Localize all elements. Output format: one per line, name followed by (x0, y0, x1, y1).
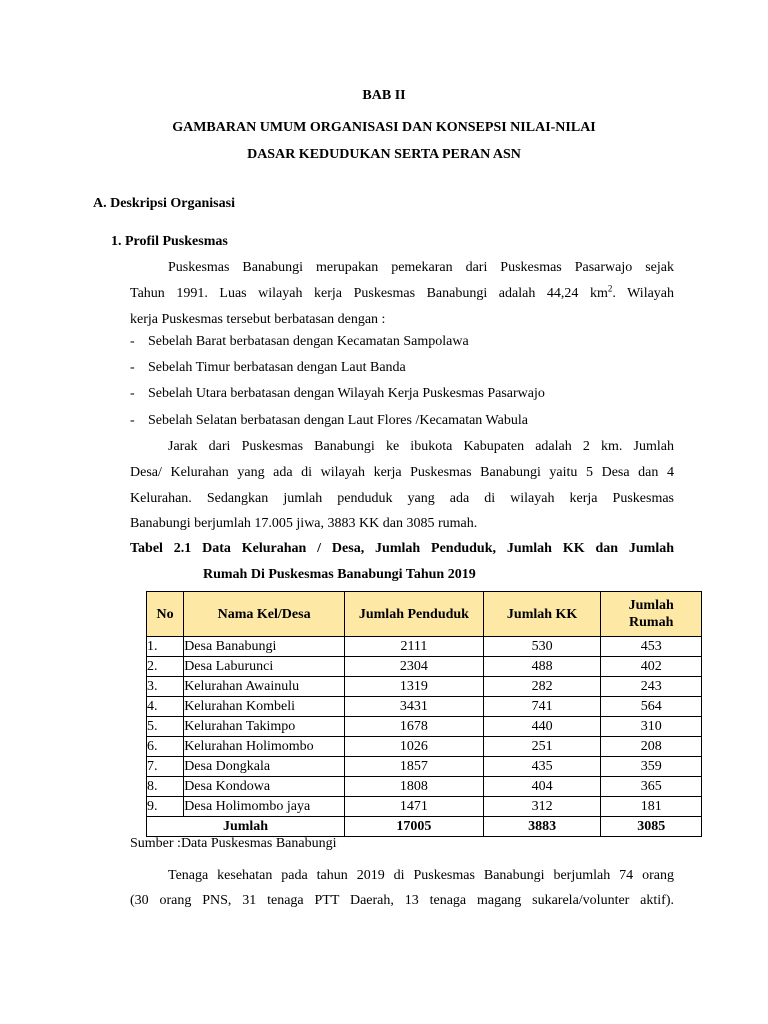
table-cell: Kelurahan Kombeli (184, 697, 345, 717)
paragraph-1-line-2: Tahun 1991. Luas wilayah kerja Puskesmas Banabungi adalah 44,24 $km^2$. Wilayah (130, 283, 675, 301)
table-cell: 5. (147, 717, 184, 737)
table-cell: 312 (483, 797, 601, 817)
header-houses: Jumlah Rumah (601, 592, 702, 637)
table-cell: 1471 (345, 797, 484, 817)
paragraph-2-line-2: Desa/ Kelurahan yang ada di wilayah kerja Puskesmas Banabungi yaitu 5 Desa dan 4 (130, 465, 674, 480)
table-cell: 6. (147, 737, 184, 757)
table-cell: 1. (147, 637, 184, 657)
table-cell: 4. (147, 697, 184, 717)
table-cell: 359 (601, 757, 702, 777)
bullet-marker: - (130, 334, 135, 349)
list-item: Sebelah Utara berbatasan dengan Wilayah Kerja Puskesmas Pasarwajo (148, 386, 545, 401)
table-cell: 2111 (345, 637, 484, 657)
table-cell: 7. (147, 757, 184, 777)
table-cell: 3. (147, 677, 184, 697)
chapter-title-line1: GAMBARAN UMUM ORGANISASI DAN KONSEPSI NILAI-NILAI (172, 120, 596, 135)
table-cell: 402 (601, 657, 702, 677)
table-cell: Kelurahan Awainulu (184, 677, 345, 697)
bullet-marker: - (130, 413, 135, 428)
chapter-heading: BAB II (362, 88, 406, 103)
table-cell: 453 (601, 637, 702, 657)
total-kk: 3883 (483, 817, 601, 837)
table-cell: Desa Holimombo jaya (184, 797, 345, 817)
table-cell: 243 (601, 677, 702, 697)
table-cell: 3431 (345, 697, 484, 717)
table-source: Sumber :Data Puskesmas Banabungi (130, 836, 337, 851)
paragraph-3-line-1: Tenaga kesehatan pada tahun 2019 di Puskesmas Banabungi berjumlah 74 orang (168, 868, 674, 883)
table-cell: 435 (483, 757, 601, 777)
table-cell: 365 (601, 777, 702, 797)
paragraph-1-line-1: Puskesmas Banabungi merupakan pemekaran dari Puskesmas Pasarwajo sejak (168, 260, 674, 275)
table-cell: 530 (483, 637, 601, 657)
table-caption-line1: Tabel 2.1 Data Kelurahan / Desa, Jumlah Penduduk, Jumlah KK dan Jumlah (130, 541, 674, 556)
table-row (147, 737, 702, 757)
list-item: Sebelah Barat berbatasan dengan Kecamatan Sampolawa (148, 334, 469, 349)
header-population: Jumlah Penduduk (345, 592, 484, 637)
table-row (147, 777, 702, 797)
table-caption-line2: Rumah Di Puskesmas Banabungi Tahun 2019 (203, 567, 476, 582)
table-cell: 208 (601, 737, 702, 757)
table-row (147, 717, 702, 737)
table-cell: 1319 (345, 677, 484, 697)
header-name: Nama Kel/Desa (184, 592, 345, 637)
population-table (146, 591, 702, 837)
table-cell: 1857 (345, 757, 484, 777)
header-kk: Jumlah KK (483, 592, 601, 637)
total-houses: 3085 (601, 817, 702, 837)
table-cell: 564 (601, 697, 702, 717)
bullet-marker: - (130, 360, 135, 375)
chapter-title-line2: DASAR KEDUDUKAN SERTA PERAN ASN (247, 147, 521, 162)
paragraph-2-line-4: Banabungi berjumlah 17.005 jiwa, 3883 KK dan 3085 rumah. (130, 516, 478, 531)
table-row (147, 797, 702, 817)
bullet-marker: - (130, 386, 135, 401)
table-cell: Kelurahan Holimombo (184, 737, 345, 757)
table-cell: 251 (483, 737, 601, 757)
paragraph-1-line-3: kerja Puskesmas tersebut berbatasan dengan : (130, 312, 386, 327)
table-cell: 741 (483, 697, 601, 717)
table-cell: 488 (483, 657, 601, 677)
table-header-row (147, 592, 702, 637)
total-population: 17005 (345, 817, 484, 837)
table-total-row (147, 817, 702, 837)
table-row (147, 757, 702, 777)
table-cell: 8. (147, 777, 184, 797)
paragraph-2-line-1: Jarak dari Puskesmas Banabungi ke ibukota Kabupaten adalah 2 km. Jumlah (168, 439, 674, 454)
table-cell: 181 (601, 797, 702, 817)
table-row (147, 637, 702, 657)
section-heading: A. Deskripsi Organisasi (93, 196, 235, 211)
table-cell: 9. (147, 797, 184, 817)
table-cell: 404 (483, 777, 601, 797)
table-cell: 282 (483, 677, 601, 697)
table-cell: 1808 (345, 777, 484, 797)
table-row (147, 697, 702, 717)
table-cell: 2304 (345, 657, 484, 677)
paragraph-2-line-3: Kelurahan. Sedangkan jumlah penduduk yang ada di wilayah kerja Puskesmas (130, 491, 674, 506)
table-cell: 440 (483, 717, 601, 737)
table-cell: Desa Laburunci (184, 657, 345, 677)
table-cell: Desa Kondowa (184, 777, 345, 797)
list-item: Sebelah Timur berbatasan dengan Laut Banda (148, 360, 406, 375)
table-cell: 2. (147, 657, 184, 677)
table-cell: Kelurahan Takimpo (184, 717, 345, 737)
table-row (147, 677, 702, 697)
table-cell: 310 (601, 717, 702, 737)
table-row (147, 657, 702, 677)
table-cell: 1678 (345, 717, 484, 737)
paragraph-3-line-2: (30 orang PNS, 31 tenaga PTT Daerah, 13 tenaga magang sukarela/volunter aktif). (130, 893, 674, 908)
total-label: Jumlah (147, 817, 345, 837)
table-cell: Desa Dongkala (184, 757, 345, 777)
list-item: Sebelah Selatan berbatasan dengan Laut Flores /Kecamatan Wabula (148, 413, 528, 428)
table-cell: 1026 (345, 737, 484, 757)
subsection-heading: 1. Profil Puskesmas (111, 234, 228, 249)
header-no: No (147, 592, 184, 637)
table-cell: Desa Banabungi (184, 637, 345, 657)
